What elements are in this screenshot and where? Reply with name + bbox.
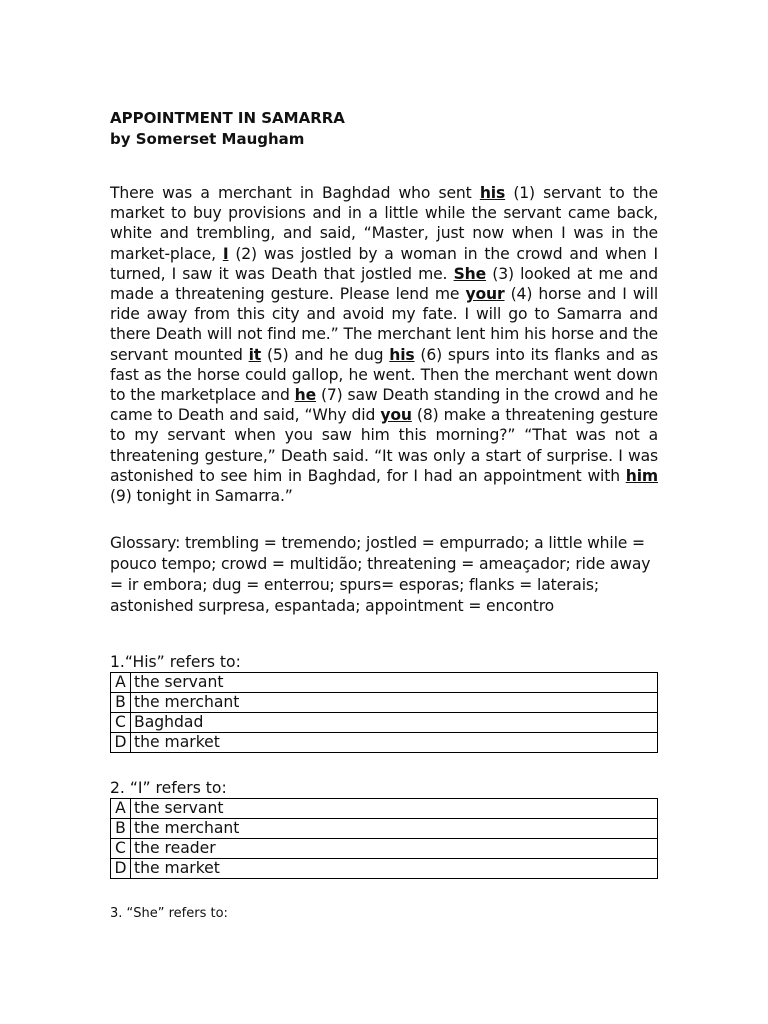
passage-text: (3) looked at me and made a threatening gesture. Please lend me	[110, 264, 658, 304]
referent-word: your	[465, 285, 505, 304]
passage-text: (1) servant to the market to buy provisions and in a little while the servant came back, white and trembling, and said, “Master, just now when I was in the market-place,	[110, 184, 658, 263]
option-letter: C	[111, 713, 131, 733]
referent-word: his	[479, 184, 506, 202]
question-1-label: 1.“His” refers to:	[110, 653, 241, 671]
referent-word: She	[453, 264, 487, 283]
option-text: the merchant	[131, 819, 658, 839]
option-letter: D	[111, 733, 131, 753]
option-letter: D	[111, 859, 131, 879]
passage-text: (4) horse and I will ride away from this city and avoid my fate. I will go to Samarra and there Death will not find me.” The merchant lent him his horse and the servant mounted	[110, 285, 659, 364]
option-text: the merchant	[131, 693, 658, 713]
passage-text: (6) spurs into its flanks and as fast as the horse could gallop, he went. Then the merchant went down to the marketplace and	[110, 345, 658, 405]
question-3-label: 3. “She” refers to:	[110, 906, 228, 921]
option-text: the servant	[131, 673, 658, 693]
passage-text: (8) make a threatening gesture to my servant when you saw him this morning?” “That was not a threatening gesture,” Death said. “It was only a start of surprise. I was astonished to see him in Baghdad, for I had an appointment with	[110, 406, 658, 485]
option-row[interactable]	[111, 733, 658, 753]
referent-word: he	[294, 386, 317, 405]
option-row[interactable]	[111, 799, 658, 819]
document-header	[110, 108, 345, 150]
option-text: the market	[131, 859, 658, 879]
option-row[interactable]	[111, 713, 658, 733]
passage-text: (7) saw Death standing in the crowd and he came to Death and said, “Why did	[110, 386, 658, 425]
question-1-options	[110, 672, 658, 753]
option-letter: A	[111, 799, 131, 819]
referent-word: his	[389, 345, 415, 364]
option-letter: B	[111, 819, 131, 839]
passage-text: There was a merchant in Baghdad who sent	[110, 184, 480, 202]
option-row[interactable]	[111, 859, 658, 879]
story-passage	[110, 183, 658, 506]
referent-word: I	[222, 244, 229, 263]
passage-text: (5) and he dug	[261, 345, 390, 364]
referent-word: him	[625, 466, 658, 485]
passage-text: (9) tonight in Samarra.”	[110, 487, 293, 506]
question-2-label: 2. “I” refers to:	[110, 779, 227, 797]
question-2	[110, 778, 658, 879]
glossary: Glossary: trembling = tremendo; jostled = empurrado; a little while = pouco tempo; crowd = multidão; threatening = ameaçador; ride away = ir embora; dug = enterrou; spurs= esporas; flanks = laterais; astonished surpresa, espantada; appointment = encontro	[110, 534, 651, 615]
option-letter: B	[111, 693, 131, 713]
option-row[interactable]	[111, 673, 658, 693]
option-row[interactable]	[111, 839, 658, 859]
option-row[interactable]	[111, 693, 658, 713]
option-text: the market	[131, 733, 658, 753]
document-author: by Somerset Maugham	[110, 130, 305, 148]
option-text: Baghdad	[131, 713, 658, 733]
option-row[interactable]	[111, 819, 658, 839]
question-2-options	[110, 798, 658, 879]
document-title: APPOINTMENT IN SAMARRA	[110, 109, 345, 127]
option-letter: A	[111, 673, 131, 693]
option-letter: C	[111, 839, 131, 859]
question-1	[110, 652, 658, 753]
option-text: the servant	[131, 799, 658, 819]
referent-word: you	[380, 406, 412, 425]
referent-word: it	[248, 345, 262, 364]
passage-text: (2) was jostled by a woman in the crowd and when I turned, I saw it was Death that jostled me.	[110, 244, 658, 283]
option-text: the reader	[131, 839, 658, 859]
